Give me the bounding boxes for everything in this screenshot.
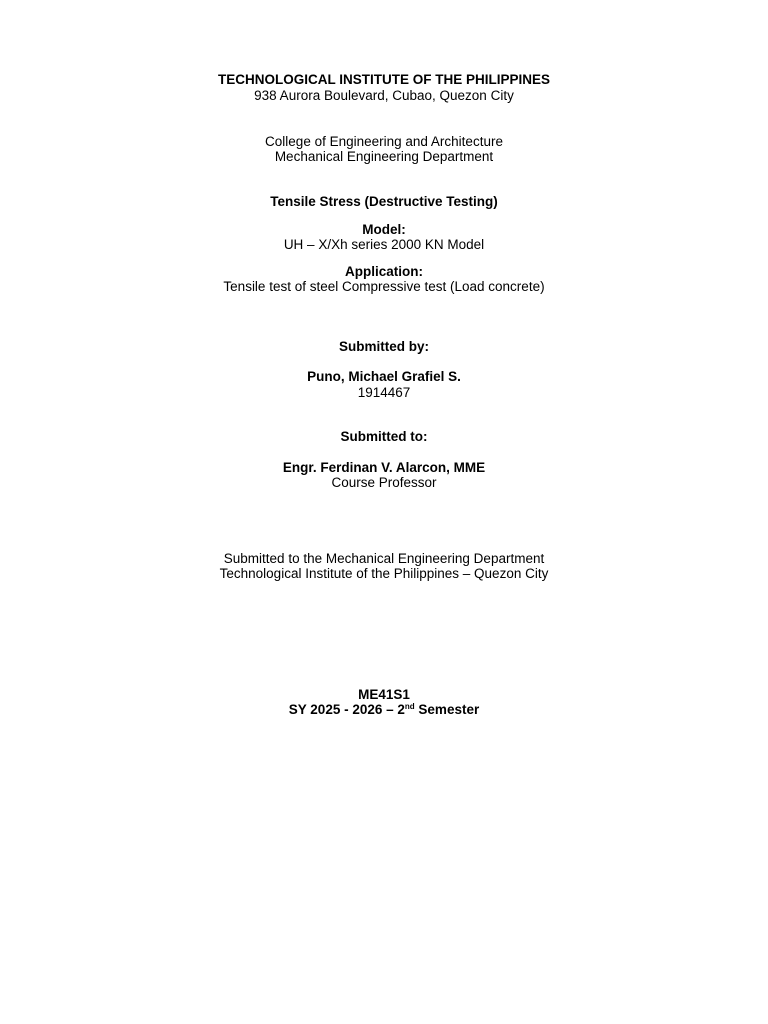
institution-name: TECHNOLOGICAL INSTITUTE OF THE PHILIPPINES bbox=[217, 72, 550, 87]
application-value: Tensile test of steel Compressive test (Load concrete) bbox=[223, 279, 545, 294]
course-section: ME41S1 bbox=[358, 687, 410, 702]
footer-line-1: Submitted to the Mechanical Engineering Department bbox=[223, 551, 545, 566]
model-label: Model: bbox=[362, 222, 406, 237]
student-id: 1914467 bbox=[357, 385, 411, 400]
footer-line-2: Technological Institute of the Philippines – Quezon City bbox=[219, 566, 549, 581]
model-value: UH – X/Xh series 2000 KN Model bbox=[283, 237, 485, 252]
application-label: Application: bbox=[345, 264, 423, 279]
report-title: Tensile Stress (Destructive Testing) bbox=[270, 194, 498, 209]
term-prefix: SY 2025 - 2026 – 2 bbox=[288, 702, 405, 717]
student-name: Puno, Michael Grafiel S. bbox=[307, 369, 461, 384]
term-suffix: Semester bbox=[414, 702, 480, 717]
college-name: College of Engineering and Architecture bbox=[265, 134, 503, 149]
term-ordinal-suffix: nd bbox=[404, 702, 415, 711]
professor-name: Engr. Ferdinan V. Alarcon, MME bbox=[282, 460, 486, 475]
institution-address: 938 Aurora Boulevard, Cubao, Quezon City bbox=[254, 88, 514, 103]
submitted-by-label: Submitted by: bbox=[339, 339, 429, 354]
submitted-to-label: Submitted to: bbox=[340, 429, 428, 444]
professor-role: Course Professor bbox=[331, 475, 437, 490]
course-term bbox=[0, 702, 768, 718]
department-name: Mechanical Engineering Department bbox=[274, 149, 494, 164]
